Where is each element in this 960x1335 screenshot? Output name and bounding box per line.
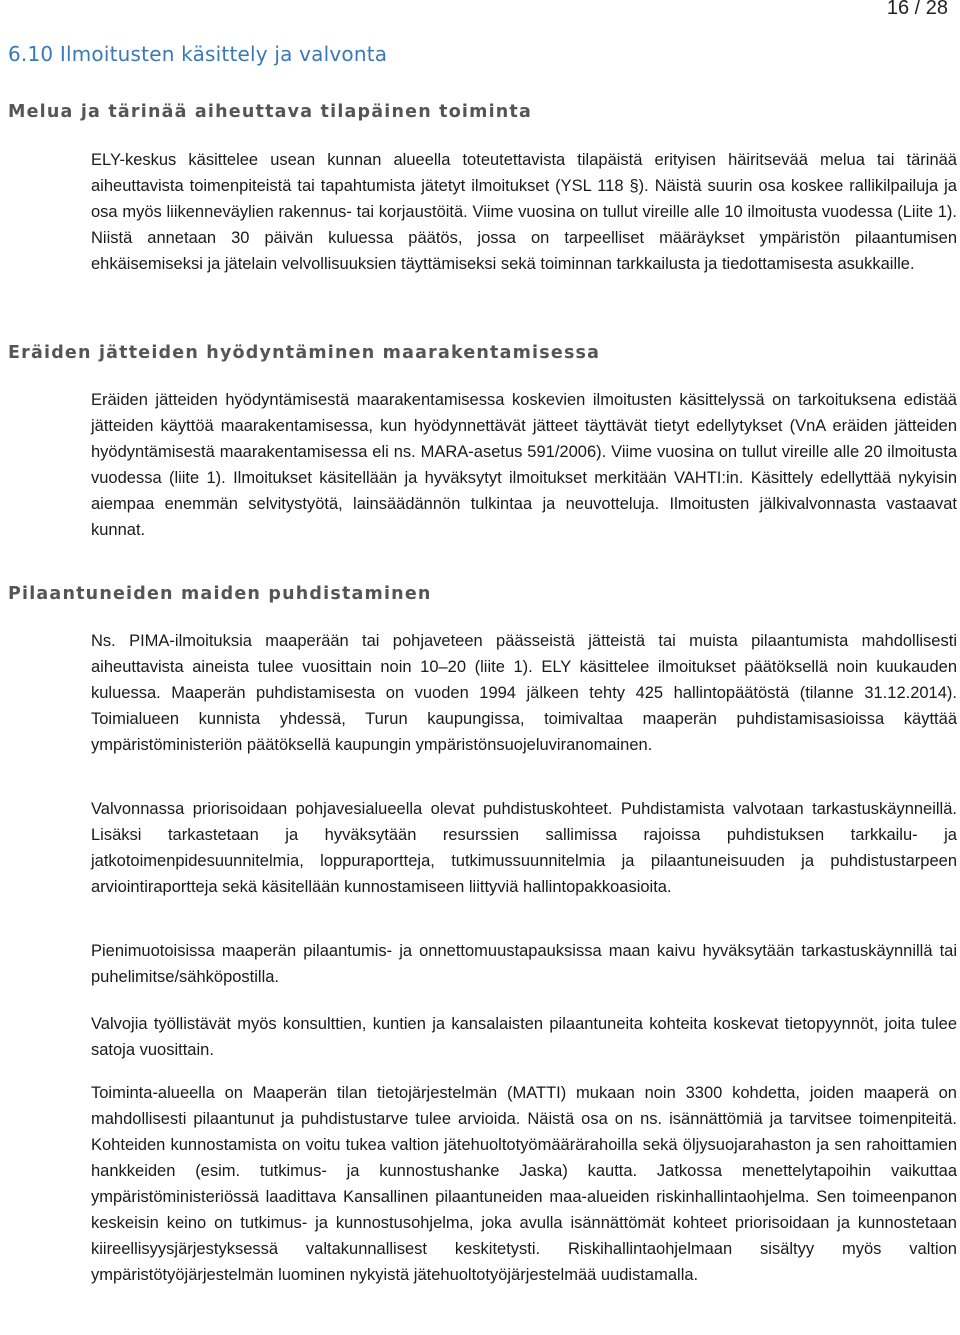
paragraph-matti-sites: Toiminta-alueella on Maaperän tilan tietojärjestelmän (MATTI) mukaan noin 3300 kohdetta, joiden maaperä on mahdollisesti pilaantunut ja puhdistustarve tulee arvioida. Näistä osa on ns. isännättömiä ja tarvitsee toimenpiteitä. Kohteiden kunnostamista on voitu tukea valtion jätehuoltotyömäärärahoilla sekä öljysuojarahaston ja sen rahoittamien hankkeiden (esim. tutkimus- ja kunnostushanke Jaska) kautta. Jatkossa menettelytapoihin vaikuttaa ympäristöministeriössä laadittava Kansallinen pilaantuneiden maa-alueiden riskinhallintaohjelma. Sen toimeenpanon keskeisin keino on tutkimus- ja kunnostusohjelma, joka avulla isännättömät kohteet priorisoidaan ja kunnostetaan kiireellisyysjärjestyksessä valtakunnallisest keskitetysti. Riskihallintaohjelmaan sisältyy myös valtion ympäristötyöjärjestelmän luominen nykyistä jätehuoltotyöjärjestelmää uudistamalla. [91, 1084, 957, 1284]
page-number: 16 / 28 [886, 0, 948, 19]
subheading-noise-vibration: Melua ja tärinää aiheuttava tilapäinen toiminta [8, 102, 532, 122]
subheading-contaminated-soil: Pilaantuneiden maiden puhdistaminen [8, 584, 432, 604]
section-title: 6.10 Ilmoitusten käsittely ja valvonta [8, 42, 388, 66]
paragraph-waste-reuse: Eräiden jätteiden hyödyntämisestä maarakentamisessa koskevien ilmoitusten käsittelyssä on tarkoituksena edistää jätteiden käyttöä maarakentamisessa, kun hyödynnettävät jätteet täyttävät tietyt edellytykset (VnA eräiden jätteiden hyödyntämisestä maarakentamisessa eli ns. MARA-asetus 591/2006). Viime vuosina on tullut vireille alle 20 ilmoitusta vuodessa (liite 1). Ilmoitukset käsitellään ja hyväksytyt ilmoitukset merkitään VAHTI:in. Käsittely edellyttää nykyisin aiempaa enemmän selvitystyötä, lainsäädännön tulkintaa ja neuvotteluja. Ilmoitusten jälkivalvonnasta vastaavat kunnat. [91, 391, 957, 539]
paragraph-pima-notifications: Ns. PIMA-ilmoituksia maaperään tai pohjaveteen päässeistä jätteistä tai muista pilaantumista mahdollisesti aiheuttavista aineista tulee vuosittain noin 10–20 (liite 1). ELY käsittelee ilmoitukset päätöksellä noin kuukauden kuluessa. Maaperän puhdistamisesta on vuoden 1994 jälkeen tehty 425 hallintopäätöstä (tilanne 31.12.2014). Toimialueen kunnista yhdessä, Turun kaupungissa, toimivaltaa maaperän puhdistamisasioissa käyttää ympäristöministeriön päätöksellä kaupungin ympäristönsuojeluviranomainen. [91, 632, 957, 754]
subheading-waste-reuse: Eräiden jätteiden hyödyntäminen maarakentamisessa [8, 343, 601, 363]
paragraph-small-incidents: Pienimuotoisissa maaperän pilaantumis- ja onnettomuustapauksissa maan kaivu hyväksytään tarkastuskäynnillä tai puhelimitse/sähköpostilla. [91, 942, 957, 986]
paragraph-supervision-priority: Valvonnassa priorisoidaan pohjavesialueella olevat puhdistuskohteet. Puhdistamista valvotaan tarkastuskäynneillä. Lisäksi tarkastetaan ja hyväksytään resurssien sallimissa rajoissa puhdistuksen tarkkailu- ja jatkotoimenpidesuunnitelmia, loppuraportteja, tutkimussuunnitelmia ja pilaantuneisuuden ja puhdistustarpeen arviointiraportteja sekä käsitellään kunnostamiseen liittyviä hallintopakkoasioita. [91, 800, 957, 896]
paragraph-information-requests: Valvojia työllistävät myös konsulttien, kuntien ja kansalaisten pilaantuneita kohteita koskevat tietopyynnöt, joita tulee satoja vuosittain. [91, 1015, 957, 1059]
paragraph-noise-vibration: ELY-keskus käsittelee usean kunnan alueella toteutettavista tilapäistä erityisen häiritsevää melua tai tärinää aiheuttavista toimenpiteistä tai tapahtumista jätetyt ilmoitukset (YSL 118 §). Näistä suurin osa koskee rallikilpailuja ja osa myös liikenneväylien rakennus- tai korjaustöitä. Viime vuosina on tullut vireille alle 10 ilmoitusta vuodessa (Liite 1). Niistä annetaan 30 päivän kuluessa päätös, jossa on tarpeelliset määräykset ympäristön pilaantumisen ehkäisemiseksi ja jätelain velvollisuuksien täyttämiseksi sekä toiminnan tarkkailusta ja tiedottamisesta asukkaille. [91, 151, 957, 273]
